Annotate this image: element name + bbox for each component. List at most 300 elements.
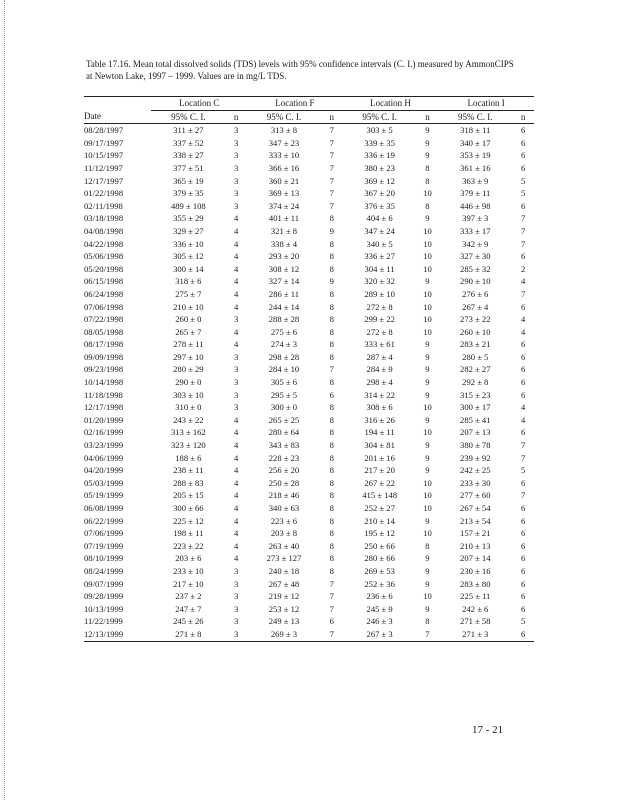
cell-ci-c: 338 ± 27 — [173, 150, 204, 161]
cell-date: 07/22/1998 — [84, 314, 124, 325]
cell-ci-i: 276 ± 6 — [462, 288, 489, 299]
cell-n-c: 3 — [234, 377, 239, 388]
table-header-columns — [84, 110, 534, 124]
cell-n-i: 6 — [520, 137, 526, 148]
table-row — [84, 301, 534, 314]
cell-ci-c: 313 ± 162 — [170, 427, 206, 438]
cell-ci-f: 340 ± 63 — [268, 503, 300, 513]
cell-n-c: 4 — [234, 553, 239, 564]
cell-ci-c: 280 ± 29 — [173, 364, 204, 375]
header-ci-h: 95% C. I. — [362, 111, 397, 122]
cell-n-f: 7 — [329, 162, 334, 173]
cell-date: 08/10/1999 — [84, 553, 124, 564]
cell-n-c: 3 — [234, 200, 239, 211]
cell-ci-f: 338 ± 4 — [270, 238, 298, 249]
cell-ci-c: 379 ± 35 — [173, 188, 204, 199]
table-row — [84, 376, 534, 389]
cell-n-i: 5 — [520, 465, 526, 476]
cell-ci-h: 289 ± 10 — [364, 288, 395, 299]
cell-n-h: 10 — [423, 477, 432, 488]
cell-ci-i: 300 ± 17 — [460, 402, 491, 413]
cell-n-f: 8 — [329, 263, 334, 274]
cell-ci-i: 267 ± 4 — [462, 301, 489, 312]
cell-ci-c: 300 ± 66 — [173, 503, 204, 513]
cell-ci-c: 311 ± 27 — [173, 125, 204, 136]
table-row — [84, 124, 534, 137]
cell-n-c: 3 — [234, 603, 239, 614]
cell-ci-f: 250 ± 28 — [268, 477, 300, 488]
cell-ci-i: 157 ± 21 — [460, 528, 491, 539]
cell-date: 01/20/1999 — [84, 414, 124, 425]
cell-n-h: 10 — [423, 503, 432, 513]
cell-n-f: 7 — [329, 578, 334, 589]
header-n-c: n — [233, 111, 239, 122]
cell-n-i: 6 — [520, 377, 526, 388]
cell-n-c: 4 — [234, 339, 239, 350]
cell-ci-f: 269 ± 3 — [270, 628, 298, 639]
header-ci-c: 95% C. I. — [171, 111, 206, 122]
cell-ci-f: 305 ± 6 — [270, 377, 298, 388]
table-header-locations — [84, 97, 534, 111]
cell-ci-i: 225 ± 11 — [460, 591, 491, 602]
cell-ci-i: 397 ± 3 — [462, 213, 489, 224]
cell-date: 02/16/1999 — [84, 427, 124, 438]
cell-n-f: 7 — [329, 175, 334, 186]
cell-n-i: 6 — [520, 565, 526, 576]
cell-ci-c: 198 ± 11 — [173, 528, 204, 539]
cell-n-h: 10 — [423, 225, 432, 236]
cell-n-c: 4 — [234, 452, 239, 463]
cell-ci-c: 329 ± 27 — [173, 225, 204, 236]
cell-ci-f: 280 ± 64 — [268, 427, 300, 438]
cell-ci-h: 303 ± 5 — [366, 125, 393, 136]
cell-ci-c: 188 ± 6 — [175, 452, 202, 463]
cell-date: 04/20/1999 — [84, 465, 124, 476]
cell-ci-h: 380 ± 23 — [364, 162, 395, 173]
cell-n-h: 9 — [425, 137, 430, 148]
cell-ci-i: 327 ± 30 — [460, 251, 491, 262]
cell-date: 04/08/1998 — [84, 225, 124, 236]
cell-n-i: 7 — [520, 452, 526, 463]
cell-ci-h: 195 ± 12 — [364, 528, 395, 539]
cell-ci-h: 333 ± 61 — [364, 339, 395, 350]
cell-n-f: 7 — [329, 150, 334, 161]
cell-ci-c: 288 ± 83 — [173, 477, 204, 488]
cell-ci-i: 280 ± 5 — [462, 351, 489, 362]
header-n-i: n — [520, 111, 526, 122]
cell-ci-h: 272 ± 8 — [366, 326, 393, 337]
table-row — [84, 326, 534, 339]
cell-ci-c: 365 ± 19 — [173, 175, 204, 186]
cell-ci-f: 333 ± 10 — [268, 150, 300, 161]
cell-ci-h: 347 ± 24 — [364, 225, 395, 236]
table-row — [84, 250, 534, 263]
cell-n-c: 4 — [234, 326, 239, 337]
cell-n-c: 3 — [234, 628, 239, 639]
cell-ci-h: 415 ± 148 — [362, 490, 398, 501]
cell-ci-i: 342 ± 9 — [462, 238, 489, 249]
cell-n-c: 3 — [234, 175, 239, 186]
cell-n-i: 6 — [520, 515, 526, 526]
cell-ci-f: 293 ± 20 — [268, 251, 300, 262]
cell-ci-c: 260 ± 0 — [175, 314, 202, 325]
cell-n-h: 9 — [425, 553, 430, 564]
cell-ci-h: 304 ± 81 — [364, 440, 395, 451]
cell-ci-i: 446 ± 98 — [460, 200, 491, 211]
cell-ci-i: 318 ± 11 — [460, 125, 491, 136]
cell-ci-f: 253 ± 12 — [268, 603, 300, 614]
table-row — [84, 212, 534, 225]
cell-ci-f: 240 ± 18 — [268, 565, 300, 576]
cell-n-i: 6 — [520, 200, 526, 211]
cell-n-i: 6 — [520, 540, 526, 551]
cell-n-c: 4 — [234, 490, 239, 501]
cell-date: 04/22/1998 — [84, 238, 124, 249]
cell-n-i: 6 — [520, 301, 526, 312]
cell-date: 05/03/1999 — [84, 477, 124, 488]
cell-n-c: 4 — [234, 414, 239, 425]
cell-ci-f: 223 ± 6 — [270, 515, 298, 526]
table-row — [84, 565, 534, 578]
cell-ci-f: 273 ± 127 — [266, 553, 302, 564]
cell-ci-c: 233 ± 10 — [173, 565, 204, 576]
cell-ci-f: 298 ± 28 — [268, 351, 300, 362]
cell-ci-f: 284 ± 10 — [268, 364, 300, 375]
cell-n-i: 4 — [520, 414, 526, 425]
cell-n-h: 9 — [425, 465, 430, 476]
cell-n-c: 3 — [234, 150, 239, 161]
cell-ci-h: 201 ± 16 — [364, 452, 395, 463]
cell-ci-h: 284 ± 9 — [366, 364, 393, 375]
cell-n-i: 6 — [520, 364, 526, 375]
cell-ci-h: 194 ± 11 — [364, 427, 395, 438]
cell-n-c: 4 — [234, 515, 239, 526]
cell-ci-h: 336 ± 27 — [364, 251, 395, 262]
cell-n-h: 10 — [423, 427, 432, 438]
cell-ci-h: 269 ± 53 — [364, 565, 395, 576]
cell-n-h: 9 — [425, 213, 430, 224]
cell-n-h: 10 — [423, 314, 432, 325]
scanned-page-edge — [4, 0, 7, 800]
cell-n-c: 4 — [234, 528, 239, 539]
cell-n-h: 10 — [423, 402, 432, 413]
cell-n-h: 9 — [425, 440, 430, 451]
cell-n-f: 8 — [329, 301, 334, 312]
cell-date: 09/17/1997 — [84, 137, 124, 148]
cell-n-h: 10 — [423, 251, 432, 262]
table-row — [84, 452, 534, 465]
cell-ci-f: 288 ± 28 — [268, 314, 300, 325]
cell-ci-h: 404 ± 6 — [366, 213, 393, 224]
cell-n-c: 3 — [234, 188, 239, 199]
cell-ci-h: 267 ± 22 — [364, 477, 395, 488]
cell-n-i: 2 — [520, 263, 526, 274]
cell-date: 03/18/1998 — [84, 213, 124, 224]
cell-n-h: 10 — [423, 528, 432, 539]
cell-ci-h: 308 ± 6 — [366, 402, 393, 413]
cell-n-h: 8 — [425, 162, 430, 173]
cell-n-i: 4 — [520, 314, 526, 325]
cell-n-h: 10 — [423, 188, 432, 199]
cell-n-c: 3 — [234, 389, 239, 400]
cell-n-i: 6 — [520, 628, 526, 639]
cell-ci-c: 245 ± 26 — [173, 616, 204, 627]
cell-n-h: 9 — [425, 351, 430, 362]
cell-n-f: 8 — [329, 490, 334, 501]
cell-date: 10/13/1999 — [84, 603, 124, 614]
cell-date: 07/06/1999 — [84, 528, 124, 539]
cell-n-f: 6 — [329, 616, 334, 627]
cell-ci-c: 238 ± 11 — [173, 465, 204, 476]
cell-n-f: 8 — [329, 452, 334, 463]
cell-n-h: 9 — [425, 377, 430, 388]
cell-ci-i: 361 ± 16 — [460, 162, 491, 173]
table-row — [84, 489, 534, 502]
cell-n-h: 10 — [423, 490, 432, 501]
cell-n-c: 4 — [234, 477, 239, 488]
cell-n-c: 3 — [234, 162, 239, 173]
cell-date: 09/28/1999 — [84, 591, 124, 602]
cell-ci-i: 207 ± 14 — [460, 553, 491, 564]
cell-date: 01/22/1998 — [84, 188, 124, 199]
cell-ci-c: 305 ± 12 — [173, 251, 204, 262]
cell-date: 05/19/1999 — [84, 490, 124, 501]
cell-date: 08/28/1997 — [84, 125, 124, 136]
cell-ci-h: 369 ± 12 — [364, 175, 395, 186]
cell-n-c: 4 — [234, 503, 239, 513]
header-n-h: n — [425, 111, 430, 122]
cell-date: 05/20/1998 — [84, 263, 124, 274]
cell-n-i: 6 — [520, 427, 526, 438]
cell-n-c: 3 — [234, 314, 239, 325]
cell-ci-h: 336 ± 19 — [364, 150, 395, 161]
cell-n-i: 6 — [520, 251, 526, 262]
cell-n-h: 10 — [423, 238, 432, 249]
cell-date: 06/15/1998 — [84, 276, 124, 287]
cell-n-i: 6 — [520, 162, 526, 173]
cell-date: 06/24/1998 — [84, 288, 124, 299]
cell-n-h: 7 — [425, 628, 430, 639]
cell-ci-i: 271 ± 3 — [462, 628, 489, 639]
cell-ci-i: 292 ± 8 — [462, 377, 489, 388]
cell-n-h: 9 — [425, 414, 430, 425]
cell-ci-h: 339 ± 35 — [364, 137, 395, 148]
cell-n-c: 3 — [234, 137, 239, 148]
cell-n-f: 7 — [329, 200, 334, 211]
cell-n-i: 6 — [520, 339, 526, 350]
cell-ci-h: 280 ± 66 — [364, 553, 395, 564]
cell-ci-f: 244 ± 14 — [268, 301, 300, 312]
table-row — [84, 187, 534, 200]
table-row — [84, 426, 534, 439]
cell-ci-i: 230 ± 16 — [460, 565, 491, 576]
cell-n-f: 8 — [329, 477, 334, 488]
table-row — [84, 578, 534, 591]
cell-ci-i: 242 ± 25 — [460, 465, 491, 476]
cell-ci-i: 213 ± 54 — [460, 515, 491, 526]
cell-ci-f: 265 ± 25 — [268, 414, 300, 425]
cell-ci-i: 283 ± 21 — [460, 339, 491, 350]
cell-ci-h: 210 ± 14 — [364, 515, 395, 526]
cell-n-f: 7 — [329, 364, 334, 375]
tds-table — [84, 96, 534, 642]
table-row — [84, 137, 534, 150]
cell-n-f: 7 — [329, 125, 334, 136]
cell-ci-c: 225 ± 12 — [173, 515, 204, 526]
cell-n-h: 9 — [425, 565, 430, 576]
table-row — [84, 401, 534, 414]
header-location-i: Location I — [438, 97, 534, 111]
header-ci-f: 95% C. I. — [266, 111, 302, 122]
cell-ci-f: 347 ± 23 — [268, 137, 300, 148]
table-row — [84, 351, 534, 364]
table-row — [84, 628, 534, 641]
cell-ci-f: 321 ± 8 — [270, 225, 298, 236]
cell-ci-h: 236 ± 6 — [366, 591, 393, 602]
cell-n-f: 8 — [329, 427, 334, 438]
cell-ci-f: 343 ± 83 — [268, 440, 300, 451]
cell-ci-i: 239 ± 92 — [460, 452, 491, 463]
table-body — [84, 124, 534, 641]
cell-ci-c: 265 ± 7 — [175, 326, 202, 337]
cell-ci-h: 245 ± 9 — [366, 603, 393, 614]
cell-n-f: 8 — [329, 465, 334, 476]
cell-n-c: 4 — [234, 440, 239, 451]
cell-n-h: 9 — [425, 339, 430, 350]
cell-ci-i: 210 ± 13 — [460, 540, 491, 551]
cell-ci-c: 223 ± 22 — [173, 540, 204, 551]
cell-ci-h: 252 ± 36 — [364, 578, 395, 589]
cell-n-h: 8 — [425, 200, 430, 211]
table-row — [84, 477, 534, 490]
cell-date: 07/06/1998 — [84, 301, 124, 312]
cell-ci-f: 263 ± 40 — [268, 540, 300, 551]
cell-ci-c: 303 ± 10 — [173, 389, 204, 400]
cell-date: 12/17/1997 — [84, 175, 124, 186]
cell-n-h: 9 — [425, 364, 430, 375]
cell-ci-c: 278 ± 11 — [173, 339, 204, 350]
cell-n-h: 8 — [425, 175, 430, 186]
cell-ci-f: 374 ± 24 — [268, 200, 300, 211]
cell-ci-f: 308 ± 12 — [268, 263, 300, 274]
cell-n-i: 6 — [520, 553, 526, 564]
cell-ci-c: 355 ± 29 — [173, 213, 204, 224]
cell-ci-i: 290 ± 10 — [460, 276, 491, 287]
cell-n-c: 4 — [234, 238, 239, 249]
table-row — [84, 363, 534, 376]
cell-n-h: 9 — [425, 578, 430, 589]
cell-ci-h: 267 ± 3 — [366, 628, 393, 639]
table-row — [84, 603, 534, 616]
cell-ci-c: 323 ± 120 — [170, 440, 206, 451]
cell-date: 03/23/1999 — [84, 440, 124, 451]
cell-ci-i: 242 ± 6 — [462, 603, 489, 614]
cell-ci-f: 275 ± 6 — [270, 326, 298, 337]
cell-n-i: 5 — [520, 616, 526, 627]
cell-ci-c: 290 ± 0 — [175, 377, 202, 388]
cell-ci-c: 203 ± 6 — [175, 553, 202, 564]
cell-ci-h: 367 ± 20 — [364, 188, 395, 199]
table-row — [84, 590, 534, 603]
cell-date: 08/24/1999 — [84, 565, 124, 576]
table-row — [84, 225, 534, 238]
cell-ci-h: 376 ± 35 — [364, 200, 395, 211]
cell-n-i: 7 — [520, 225, 526, 236]
cell-n-h: 9 — [425, 389, 430, 400]
table-row — [84, 515, 534, 528]
table-row — [84, 389, 534, 402]
cell-n-c: 3 — [234, 351, 239, 362]
cell-n-f: 8 — [329, 414, 334, 425]
cell-n-f: 8 — [329, 238, 334, 249]
cell-ci-c: 205 ± 15 — [173, 490, 204, 501]
cell-ci-f: 249 ± 13 — [268, 616, 300, 627]
cell-ci-h: 314 ± 22 — [364, 389, 395, 400]
cell-ci-c: 318 ± 6 — [175, 276, 202, 287]
cell-n-c: 4 — [234, 301, 239, 312]
cell-ci-c: 377 ± 51 — [173, 162, 204, 173]
cell-ci-i: 260 ± 10 — [460, 326, 491, 337]
table-row — [84, 615, 534, 628]
cell-ci-h: 246 ± 3 — [366, 616, 393, 627]
cell-ci-f: 286 ± 11 — [268, 288, 300, 299]
cell-date: 06/22/1999 — [84, 515, 124, 526]
cell-ci-c: 489 ± 108 — [170, 200, 206, 211]
cell-n-f: 8 — [329, 213, 334, 224]
cell-n-c: 4 — [234, 251, 239, 262]
cell-n-i: 6 — [520, 150, 526, 161]
cell-n-f: 8 — [329, 565, 334, 576]
table-row — [84, 162, 534, 175]
cell-ci-h: 299 ± 22 — [364, 314, 395, 325]
cell-n-f: 8 — [329, 288, 334, 299]
table-row — [84, 275, 534, 288]
table-row — [84, 175, 534, 188]
cell-n-f: 7 — [329, 628, 334, 639]
cell-n-i: 7 — [520, 213, 526, 224]
cell-ci-i: 207 ± 13 — [460, 427, 491, 438]
cell-ci-c: 217 ± 10 — [173, 578, 204, 589]
cell-n-f: 9 — [329, 225, 334, 236]
cell-n-c: 4 — [234, 263, 239, 274]
cell-n-i: 7 — [520, 238, 526, 249]
cell-ci-i: 233 ± 30 — [460, 477, 491, 488]
cell-date: 08/05/1998 — [84, 326, 124, 337]
cell-n-h: 9 — [425, 515, 430, 526]
cell-n-i: 6 — [520, 603, 526, 614]
cell-ci-f: 274 ± 3 — [270, 339, 298, 350]
cell-n-c: 3 — [234, 125, 239, 136]
cell-ci-h: 217 ± 20 — [364, 465, 395, 476]
cell-ci-i: 363 ± 9 — [462, 175, 489, 186]
cell-n-i: 5 — [520, 188, 526, 199]
table-row — [84, 149, 534, 162]
cell-n-i: 7 — [520, 288, 526, 299]
cell-ci-i: 379 ± 11 — [460, 188, 491, 199]
cell-n-f: 6 — [329, 389, 334, 400]
cell-n-c: 4 — [234, 427, 239, 438]
cell-date: 11/22/1999 — [84, 616, 123, 627]
header-location-c: Location C — [151, 97, 247, 111]
table-row — [84, 527, 534, 540]
cell-ci-c: 337 ± 52 — [173, 137, 204, 148]
cell-ci-f: 219 ± 12 — [268, 591, 300, 602]
cell-n-f: 8 — [329, 402, 334, 413]
cell-n-i: 6 — [520, 503, 526, 513]
cell-n-f: 8 — [329, 528, 334, 539]
cell-ci-i: 380 ± 78 — [460, 440, 491, 451]
cell-n-i: 6 — [520, 389, 526, 400]
